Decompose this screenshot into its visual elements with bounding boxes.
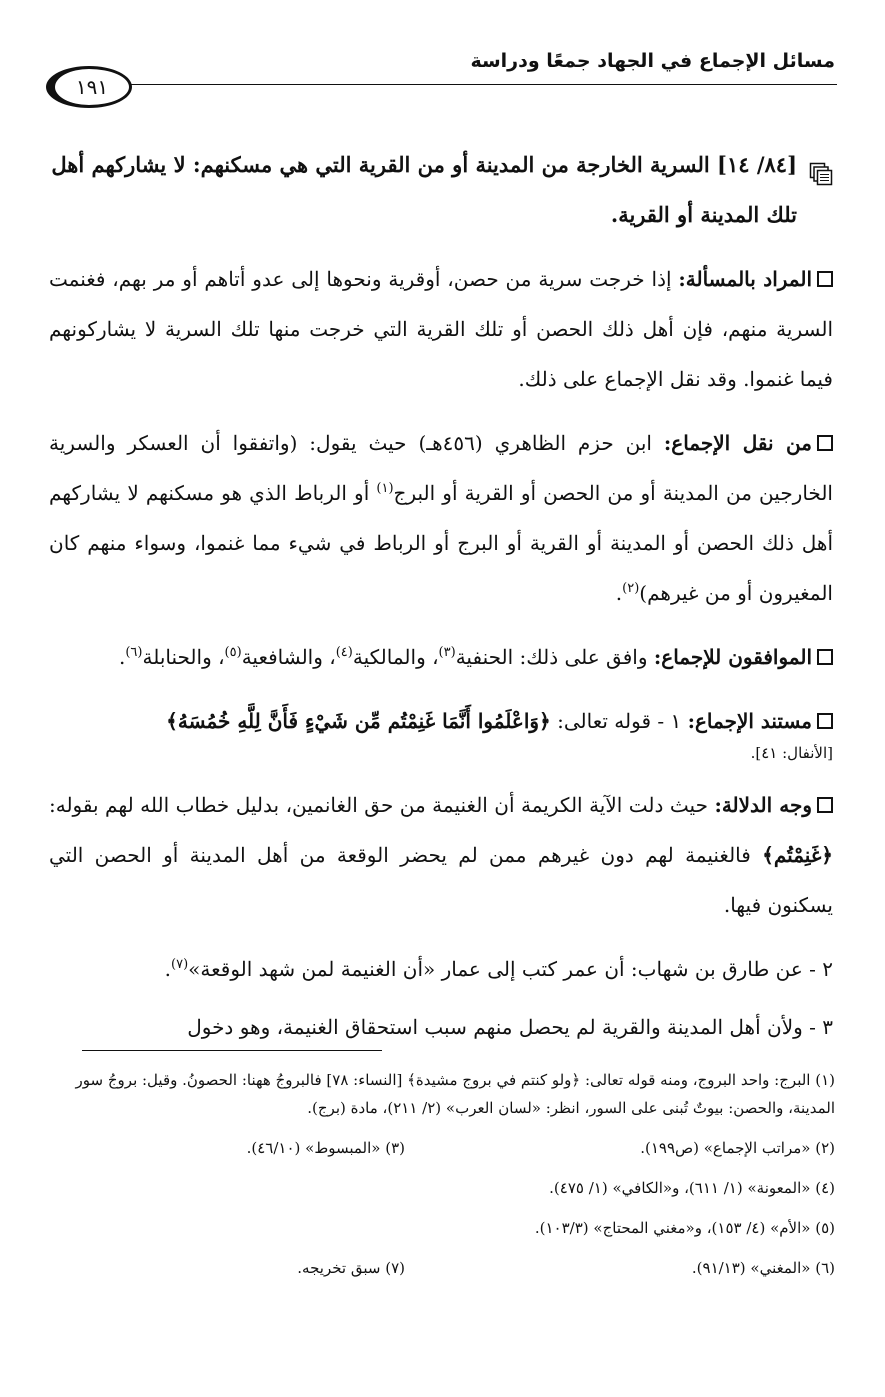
section-text: ١ - قوله تعالى:: [557, 709, 682, 733]
quran-verse: ﴿وَاعْلَمُوا أَنَّمَا غَنِمْتُم مِّن شَيْءٍ فَأَنَّ لِلَّهِ خُمُسَهُ﴾: [166, 709, 551, 733]
section-text: وافق على ذلك: الحنفية: [455, 645, 648, 669]
square-bullet-icon: [817, 271, 833, 287]
main-text: [49, 140, 833, 1060]
footnote-6: (٦) «المغني» (٩١/١٣).: [691, 1259, 835, 1277]
header-rule: [130, 84, 837, 85]
square-bullet-icon: [817, 435, 833, 451]
section-dalala: [49, 780, 833, 930]
footnote-7: (٧) سبق تخريجه.: [297, 1259, 405, 1277]
footnote-5: (٥) «الأم» (٤/ ١٥٣)، و«مغني المحتاج» (١٠٣/٣).: [534, 1219, 835, 1237]
footnote-ref: (٧): [171, 957, 189, 972]
square-bullet-icon: [817, 649, 833, 665]
footnote-4: (٤) «المعونة» (١/ ٦١١)، و«الكافي» (١/ ٤٧٥).: [549, 1179, 835, 1197]
section-text: أو الرباط الذي هو مسكنهم لا يشاركهم أهل ذلك الحصن أو المدينة أو القرية أو البرج أو الرباط في شيء مما غنموا، وسواء منهم كان المغيرون أو من غيرهم): [49, 481, 833, 605]
footnote-row: [45, 1134, 835, 1162]
section-text: فالغنيمة لهم دون غيرهم ممن لم يحضر الوقعة من أهل المدينة أو الحصن التي يسكنون فيها.: [49, 843, 833, 917]
running-header-title: مسائل الإجماع في الجهاد جمعًا ودراسة: [470, 50, 835, 72]
section-muwafiqun: [49, 632, 833, 682]
section-text: حيث دلت الآية الكريمة أن الغنيمة من حق الغانمين، بدليل خطاب الله لهم بقوله:: [49, 793, 708, 817]
section-text: ، والحنابلة: [142, 645, 225, 669]
footnotes: [45, 1066, 835, 1294]
section-text: إذا خرجت سرية من حصن، أوقرية ونحوها إلى عدو أتاهم أو مر بهم، فغنمت السرية منهم، فإن أهل ذلك الحصن أو تلك القرية التي خرجت منها تلك السرية لا يشاركونهم فيما غنموا. وقد نقل الإجماع على ذلك.: [49, 267, 833, 391]
section-text: ابن حزم الظاهري (٤٥٦هـ) حيث يقول: (واتفقوا أن العسكر والسرية الخارجين من المدينة أو من الحصن أو القرية أو البرج: [49, 431, 833, 505]
section-text: .: [615, 581, 623, 605]
section-label: وجه الدلالة:: [714, 793, 813, 817]
square-bullet-icon: [817, 713, 833, 729]
copy-pages-icon: [809, 154, 833, 178]
evidence-point-3: [49, 1002, 833, 1052]
footnote-row: [45, 1254, 835, 1282]
footnote-ref: (٦): [125, 645, 143, 660]
footnote-2: (٢) «مراتب الإجماع» (ص١٩٩).: [640, 1139, 835, 1157]
section-text: ، والمالكية: [352, 645, 439, 669]
section-text: ، والشافعية: [241, 645, 336, 669]
section-text: .: [118, 645, 126, 669]
footnote-1: (١) البرج: واحد البروج، ومنه قوله تعالى: ﴿ولو كنتم في بروج مشيدة﴾ [النساء: ٧٨] فالبروجُ ههنا: الحصونُ. وقيل: بروجُ سور المدينة، والحصن: بيوتٌ تُبنى على السور، انظر: «لسان العرب» (٢/ ٢١١)، مادة (برج).: [75, 1071, 835, 1117]
section-naql: [49, 418, 833, 618]
evidence-point-2: [49, 944, 833, 994]
footnote-ref: (٥): [224, 645, 242, 660]
footnote-ref: (١): [376, 481, 394, 496]
issue-title: [49, 140, 833, 240]
section-text: ٢ - عن طارق بن شهاب: أن عمر كتب إلى عمار «أن الغنيمة لمن شهد الوقعة»: [188, 957, 833, 981]
section-label: من نقل الإجماع:: [663, 431, 812, 455]
footnote-ref: (٤): [335, 645, 353, 660]
section-label: مستند الإجماع:: [687, 709, 812, 733]
section-murad: [49, 254, 833, 404]
section-text: .: [164, 957, 172, 981]
square-bullet-icon: [817, 797, 833, 813]
footnote-ref: (٢): [622, 581, 640, 596]
footnote-3: (٣) «المبسوط» (٤٦/١٠).: [246, 1139, 405, 1157]
section-label: المراد بالمسألة:: [678, 267, 813, 291]
section-mustanad: [49, 696, 833, 766]
footnote-ref: (٣): [438, 645, 456, 660]
quran-word: ﴿غَنِمْتُم﴾: [762, 843, 833, 867]
page-number: ١٩١: [46, 66, 132, 108]
section-label: الموافقون للإجماع:: [653, 645, 812, 669]
verse-reference: [الأنفال: ٤١].: [750, 744, 833, 762]
issue-title-text: [٨٤/ ١٤] السرية الخارجة من المدينة أو من القرية التي هي مسكنهم: لا يشاركهم أهل تلك المدينة أو القرية.: [51, 152, 797, 227]
footnote-rule: [82, 1050, 382, 1051]
section-text: ٣ - ولأن أهل المدينة والقرية لم يحصل منهم سبب استحقاق الغنيمة، وهو دخول: [187, 1015, 833, 1039]
